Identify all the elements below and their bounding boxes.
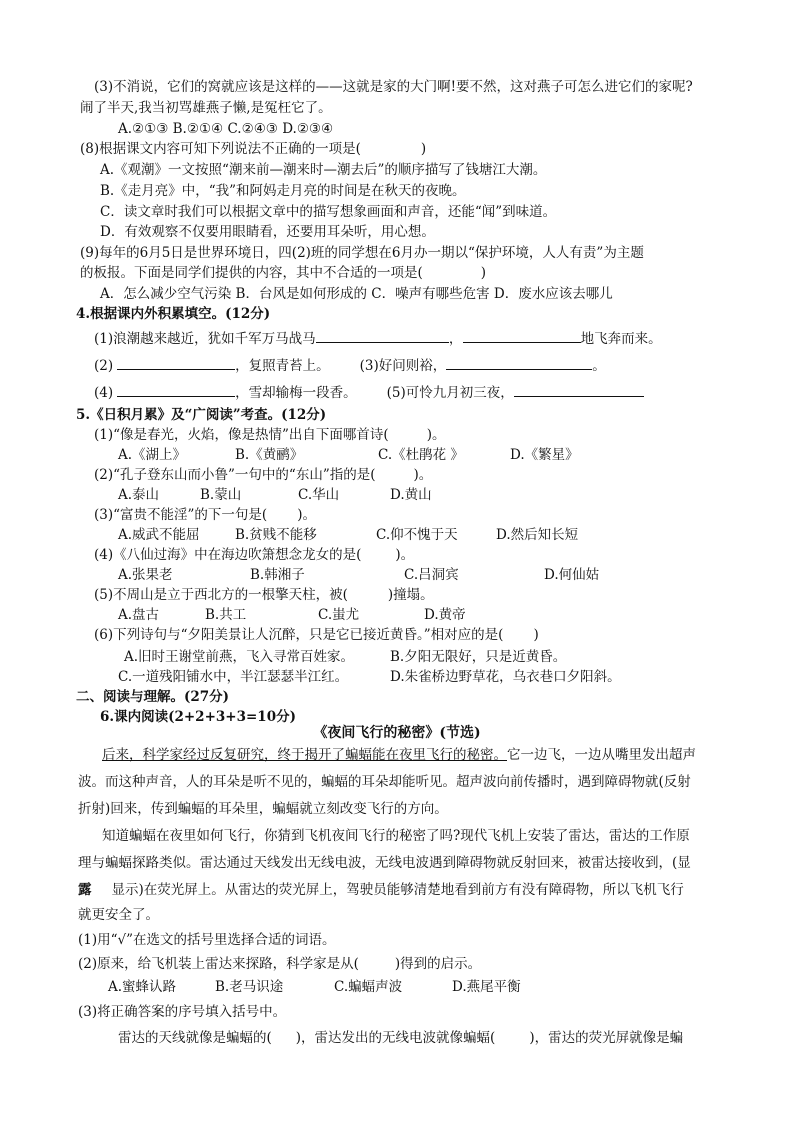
q3-text: (3)不消说，它们的窝就应该是这样的——这就是家的大门啊!要不然，这对燕子可怎么进它们的家呢?	[94, 79, 693, 95]
q9-options: A．怎么减少空气污染 B．台风是如何形成的 C．噪声有哪些危害 D．废水应该去哪儿	[100, 286, 613, 302]
q8-option-a: A.《观潮》一文按照“潮来前—潮来时—潮去后”的顺序描写了钱塘江大潮。	[100, 162, 547, 178]
s5-q6-b: B.夕阳无限好，只是近黄昏。	[390, 649, 567, 665]
reading-q6-heading: 6.课内阅读(2+2+3+3=10分)	[100, 709, 296, 725]
s5-q3-b: B.贫贱不能移	[235, 527, 317, 543]
q9-line2: 的板报。下面是同学们提供的内容，其中不合适的一项是( )	[80, 265, 487, 281]
s5-q2-c: C.华山	[298, 487, 340, 503]
passage-p1-line2: 波。而这种声音，人的耳朵是听不见的，蝙蝠的耳朵却能听见。超声波向前传播时，遇到障碍物就(反射	[78, 774, 691, 790]
section4-heading: 4.根据课内外积累填空。(12分)	[76, 306, 271, 322]
passage-p1-line3: 折射)回来，传到蝙蝠的耳朵里，蝙蝠就立刻改变飞行的方向。	[78, 801, 448, 817]
passage-p2-line1: 知道蝙蝠在夜里如何飞行，你猜到飞机夜间飞行的秘密了吗?现代飞机上安装了雷达，雷达的工作原	[102, 828, 690, 844]
s5-q1-d: D.《繁星》	[510, 447, 579, 463]
passage-p2-line2: 理与蝙蝠探路类似。雷达通过天线发出无线电波，无线电波遇到障碍物就反射回来，被雷达接收到，(显	[78, 855, 691, 871]
fill-4-5: (4) ，雪却输梅一段香。 (5)可怜九月初三夜，	[94, 384, 644, 402]
s5-q1-a: A.《湖上》	[118, 447, 187, 463]
s5-q6-d: D.朱雀桥边野草花，乌衣巷口夕阳斜。	[390, 669, 621, 685]
passage-p2-line4: 就更安全了。	[78, 907, 159, 923]
reading-sub-3-line: 雷达的天线就像是蝙蝠的( )，雷达发出的无线电波就像蝙蝠( )，雷达的荧光屏就像是蝙	[118, 1030, 684, 1046]
reading-sub-2: (2)原来，给飞机装上雷达来探路，科学家是从( )得到的启示。	[78, 956, 482, 972]
section5-heading: 5.《日积月累》及“广阅读”考查。(12分)	[76, 407, 327, 423]
s5-q2-a: A.泰山	[118, 487, 160, 503]
passage-p1-line1: 后来，科学家经过反复研究，终于揭开了蝙蝠能在夜里飞行的秘密。它一边飞，一边从嘴里发出超声	[102, 747, 696, 763]
s5-q2-d: D.黄山	[390, 487, 432, 503]
reading-sub-1: (1)用“√”在选文的括号里选择合适的词语。	[78, 932, 336, 948]
s5-q6-c: C.一道残阳铺水中，半江瑟瑟半江红。	[118, 669, 349, 685]
passage-title: 《夜间飞行的秘密》(节选)	[313, 725, 481, 741]
s5-q2-b: B.蒙山	[200, 487, 242, 503]
s5-q4: (4)《八仙过海》中在海边吹箫想念龙女的是( )。	[94, 547, 415, 563]
s5-q6-a: A.旧时王谢堂前燕，飞入寻常百姓家。	[124, 649, 355, 665]
s5-q6: (6)下列诗句与“夕阳美景让人沉醉，只是它已接近黄昏。”相对应的是( )	[94, 627, 539, 643]
s5-q4-a: A.张果老	[118, 567, 173, 583]
fill-2-3: (2) ，复照青苔上。 (3)好问则裕， 。	[94, 358, 606, 374]
s5-q3-d: D.然后知长短	[496, 527, 579, 543]
s5-q1: (1)“像是春光，火焰，像是热情”出自下面哪首诗( )。	[94, 427, 446, 443]
reading-sub-2-a: A.蜜蜂认路	[108, 979, 177, 995]
s5-q5-d: D.黄帝	[424, 607, 466, 623]
q3-options: A.②①③ B.②①④ C.②④③ D.②③④	[118, 121, 334, 137]
s5-q1-b: B.《黄鹂》	[235, 447, 304, 463]
s5-q4-b: B.韩湘子	[250, 567, 305, 583]
reading-sub-3: (3)将正确答案的序号填入括号中。	[78, 1004, 287, 1020]
section2-heading: 二、阅读与理解。(27分)	[76, 689, 230, 705]
reading-sub-2-b: B.老马识途	[215, 979, 284, 995]
reading-sub-2-c: C.蝙蝠声波	[334, 979, 403, 995]
s5-q3-c: C.仰不愧于天	[376, 527, 458, 543]
s5-q5: (5)不周山是立于西北方的一根擎天柱，被( )撞塌。	[94, 587, 434, 603]
q8-option-d: D．有效观察不仅要用眼睛看，还要用耳朵听，用心想。	[100, 224, 435, 240]
s5-q5-a: A.盘古	[118, 607, 160, 623]
s5-q3: (3)“富贵不能淫”的下一句是( )。	[94, 507, 316, 523]
passage-p2-line3: 露 显示)在荧光屏上。从雷达的荧光屏上，驾驶员能够清楚地看到前方有没有障碍物，所以飞机飞行	[78, 882, 684, 898]
q3-text-2: 闹了半天,我当初骂雄燕子懒,是冤枉它了。	[80, 100, 332, 116]
reading-sub-2-d: D.燕尾平衡	[452, 979, 521, 995]
s5-q5-c: C.蚩尤	[318, 607, 360, 623]
s5-q1-c: C.《杜鹃花 》	[378, 447, 464, 463]
s5-q4-d: D.何仙姑	[544, 567, 600, 583]
q8-option-b: B.《走月亮》中，“我”和阿妈走月亮的时间是在秋天的夜晚。	[100, 183, 466, 199]
s5-q4-c: C.吕洞宾	[404, 567, 459, 583]
q8-stem: (8)根据课文内容可知下列说法不正确的一项是( )	[80, 141, 427, 157]
s5-q2: (2)“孔子登东山而小鲁”一句中的“东山”指的是( )。	[94, 467, 433, 483]
q9-line1: (9)每年的6月5日是世界环境日，四(2)班的同学想在6月办一期以“保护环境，人人有责”为主题	[80, 245, 644, 261]
q8-option-c: C．读文章时我们可以根据文章中的描写想象画面和声音，还能“闻”到味道。	[100, 204, 557, 220]
s5-q5-b: B.共工	[205, 607, 247, 623]
fill-1: (1)浪潮越来越近，犹如千军万马战马 ， 地飞奔而来。	[94, 331, 662, 347]
s5-q3-a: A.威武不能屈	[118, 527, 200, 543]
